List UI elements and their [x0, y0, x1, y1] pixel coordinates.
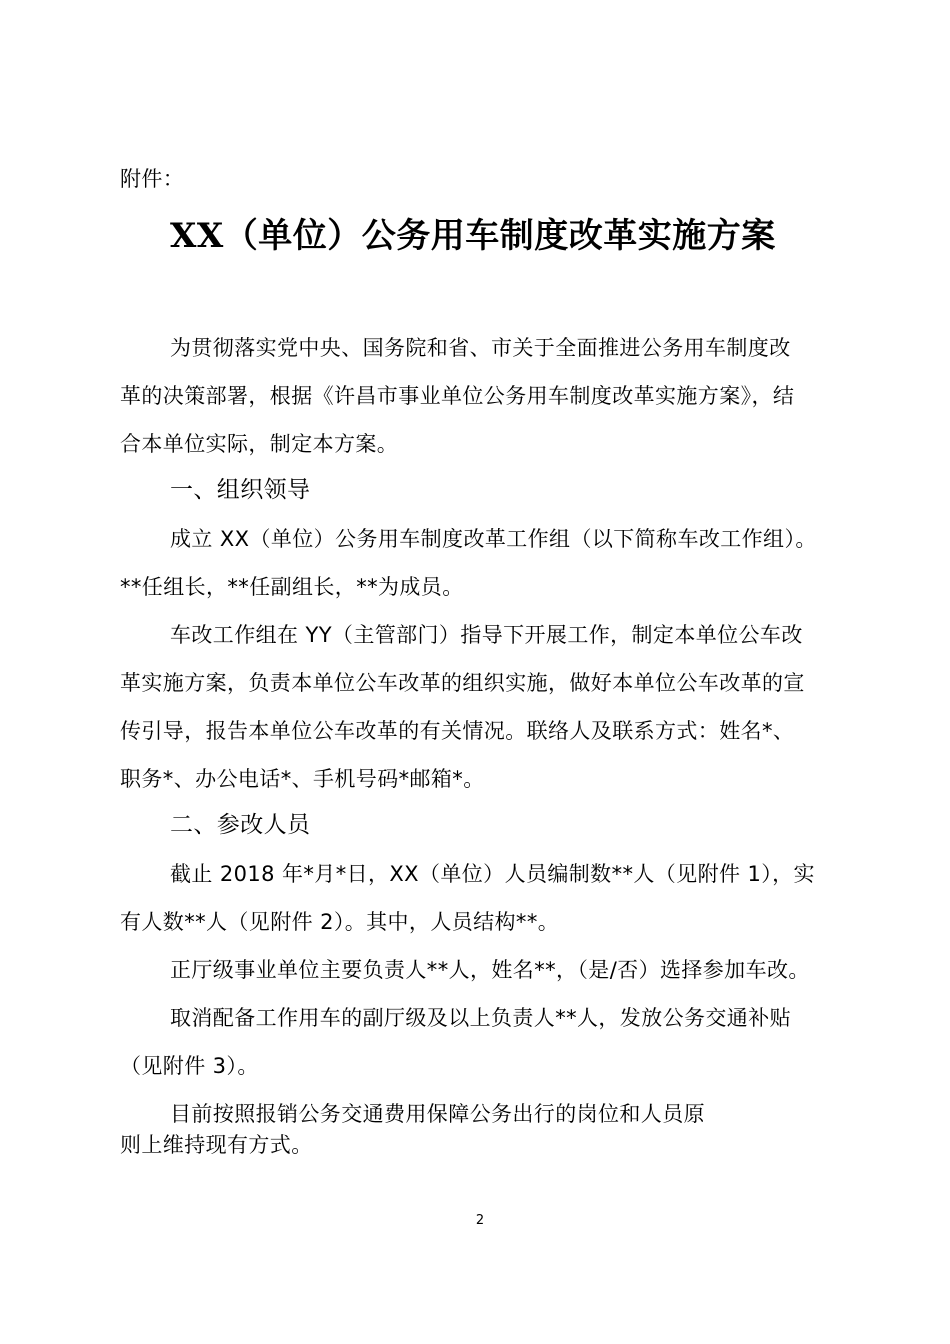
paragraph-line: 革的决策部署，根据《许昌市事业单位公务用车制度改革实施方案》，结 [120, 384, 795, 408]
paragraph-line: 传引导，报告本单位公车改革的有关情况。联络人及联系方式：姓名*、 [120, 719, 795, 743]
paragraph-line: **任组长，**任副组长，**为成员。 [120, 575, 464, 599]
section-heading: 一、组织领导 [170, 477, 311, 503]
paragraph-line: 合本单位实际，制定本方案。 [120, 432, 399, 456]
paragraph-line: 车改工作组在 YY（主管部门）指导下开展工作，制定本单位公车改 [170, 623, 803, 647]
paragraph-line: 为贯彻落实党中央、国务院和省、市关于全面推进公务用车制度改 [170, 336, 791, 360]
paragraph-line: （见附件 3）。 [120, 1054, 259, 1078]
section-heading: 二、参改人员 [170, 812, 311, 838]
paragraph-line: 截止 2018 年*月*日，XX（单位）人员编制数**人（见附件 1），实 [170, 862, 815, 886]
title-prefix: XX [170, 216, 224, 256]
attachment-label: 附件： [120, 167, 185, 191]
paragraph-line: 有人数**人（见附件 2）。其中，人员结构**。 [120, 910, 560, 934]
paragraph-line: 目前按照报销公务交通费用保障公务出行的岗位和人员原 [170, 1102, 705, 1126]
paragraph-line: 取消配备工作用车的副厅级及以上负责人**人，发放公务交通补贴 [170, 1006, 791, 1030]
paragraph-line: 则上维持现有方式。 [120, 1133, 313, 1157]
paragraph-line: 革实施方案，负责本单位公车改革的组织实施，做好本单位公车改革的宣 [120, 671, 805, 695]
paragraph-line: 职务*、办公电话*、手机号码*邮箱*。 [120, 767, 485, 791]
title-text: （单位）公务用车制度改革实施方案 [223, 216, 776, 256]
page-number: 2 [475, 1213, 485, 1228]
paragraph-line: 成立 XX（单位）公务用车制度改革工作组（以下简称车改工作组）。 [170, 527, 817, 551]
paragraph-line: 正厅级事业单位主要负责人**人，姓名**，（是/否）选择参加车改。 [170, 958, 810, 982]
document-title [170, 212, 776, 260]
